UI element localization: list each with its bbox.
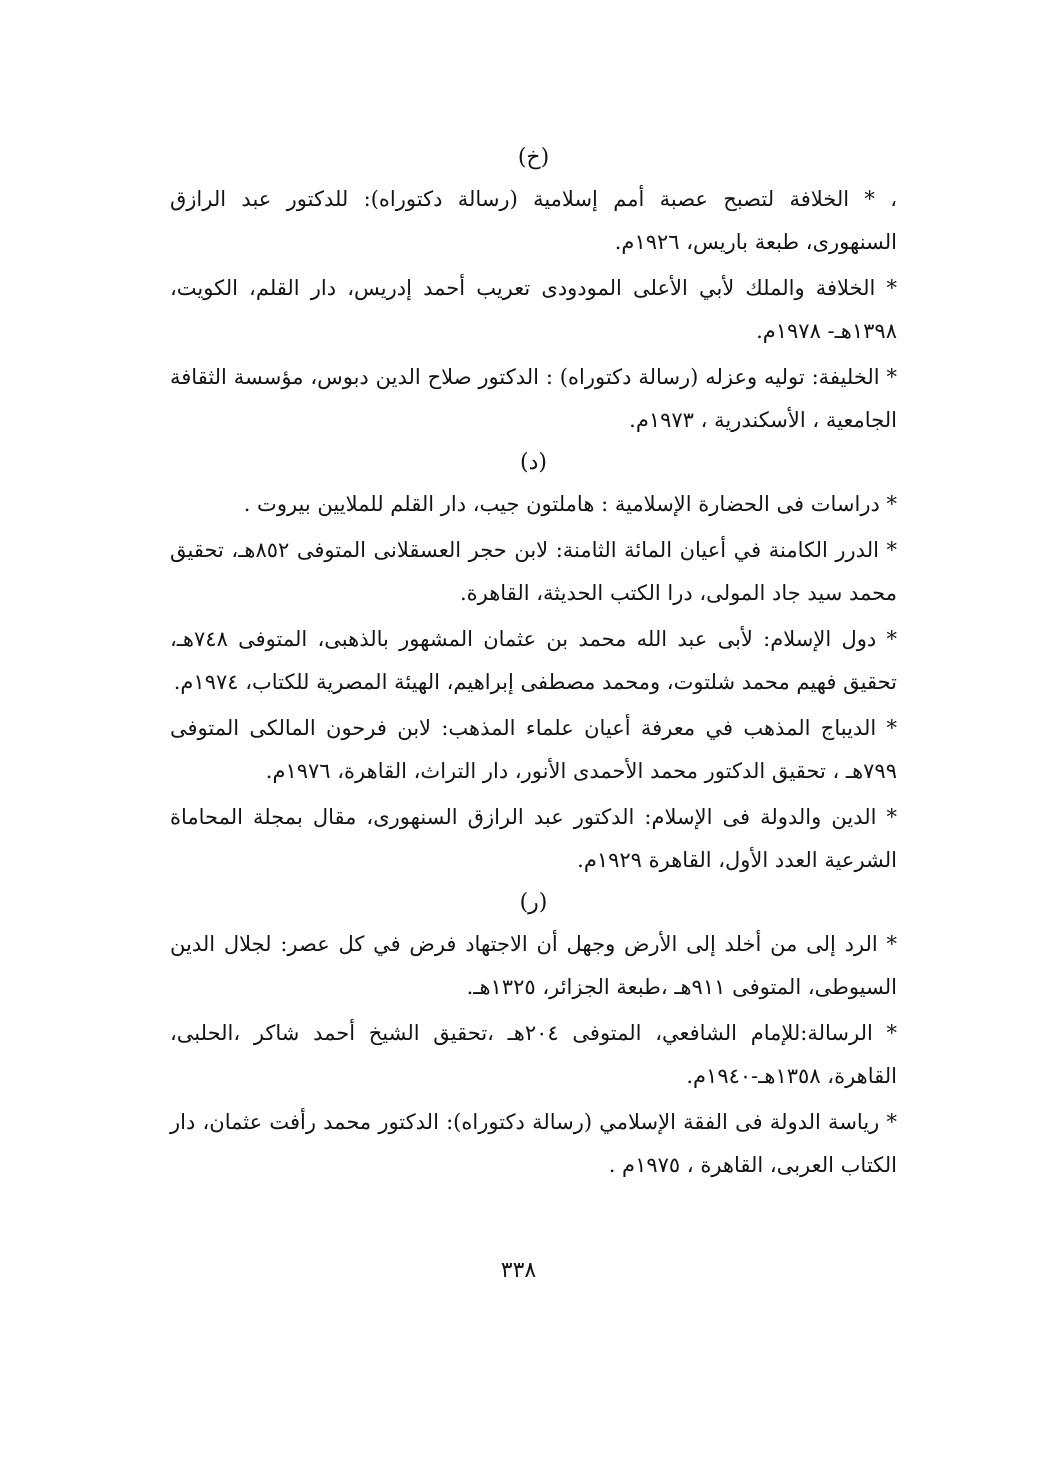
page-number: ٣٣٨	[500, 1258, 537, 1283]
bibliography-list	[170, 140, 897, 1190]
bibliography-entry: * الدين والدولة فى الإسلام: الدكتور عبد الرازق السنهورى، مقال بمجلة المحاماة الشرعية العدد الأول، القاهرة ١٩٢٩م.	[170, 805, 897, 872]
bibliography-entry: * الديباج المذهب في معرفة أعيان علماء المذهب: لابن فرحون المالكى المتوفى ٧٩٩هـ ، تحقيق الدكتور محمد الأحمدى الأنور، دار التراث، القاهرة، ١٩٧٦م.	[170, 716, 897, 783]
bibliography-entry: * الدرر الكامنة في أعيان المائة الثامنة: لابن حجر العسقلانى المتوفى ٨٥٢هـ، تحقيق محمد سيد جاد المولى، درا الكتب الحديثة، القاهرة.	[170, 538, 897, 605]
bibliography-entry: * الرسالة:للإمام الشافعي، المتوفى ٢٠٤هـ ،تحقيق الشيخ أحمد شاكر ،الحلبى، القاهرة، ١٣٥٨هـ-١٩٤٠م.	[170, 1021, 898, 1088]
bibliography-entry: * الخليفة: توليه وعزله (رسالة دكتوراه) : الدكتور صلاح الدين دبوس، مؤسسة الثقافة الجامعية ، الأسكندرية ، ١٩٧٣م.	[170, 365, 897, 432]
bibliography-entry: * الرد إلى من أخلد إلى الأرض وجهل أن الاجتهاد فرض في كل عصر: لجلال الدين السيوطى، المتوفى ٩١١هـ ،طبعة الجزائر، ١٣٢٥هـ.	[170, 932, 897, 999]
bibliography-entry: ، * الخلافة لتصبح عصبة أمم إسلامية (رسالة دكتوراه): للدكتور عبد الرازق السنهورى، طبعة باريس، ١٩٢٦م.	[170, 187, 897, 254]
bibliography-entry: * دراسات فى الحضارة الإسلامية : هاملتون جيب، دار القلم للملايين بيروت .	[243, 492, 897, 516]
section-heading-dal: (د)	[520, 450, 547, 475]
bibliography-entry: * رياسة الدولة فى الفقة الإسلامي (رسالة دكتوراه): الدكتور محمد رأفت عثمان، دار الكتاب العربى، القاهرة ، ١٩٧٥م .	[170, 1110, 897, 1177]
bibliography-entry: * دول الإسلام: لأبى عبد الله محمد بن عثمان المشهور بالذهبى، المتوفى ٧٤٨هـ، تحقيق فهيم محمد شلتوت، ومحمد مصطفى إبراهيم، الهيئة المصرية للكتاب، ١٩٧٤م.	[170, 627, 897, 694]
section-heading-kha: (خ)	[517, 145, 550, 170]
section-heading-ra: (ر)	[519, 890, 548, 915]
bibliography-entry: * الخلافة والملك لأبي الأعلى المودودى تعريب أحمد إدريس، دار القلم، الكويت، ١٣٩٨هـ- ١٩٧٨م.	[170, 276, 897, 343]
